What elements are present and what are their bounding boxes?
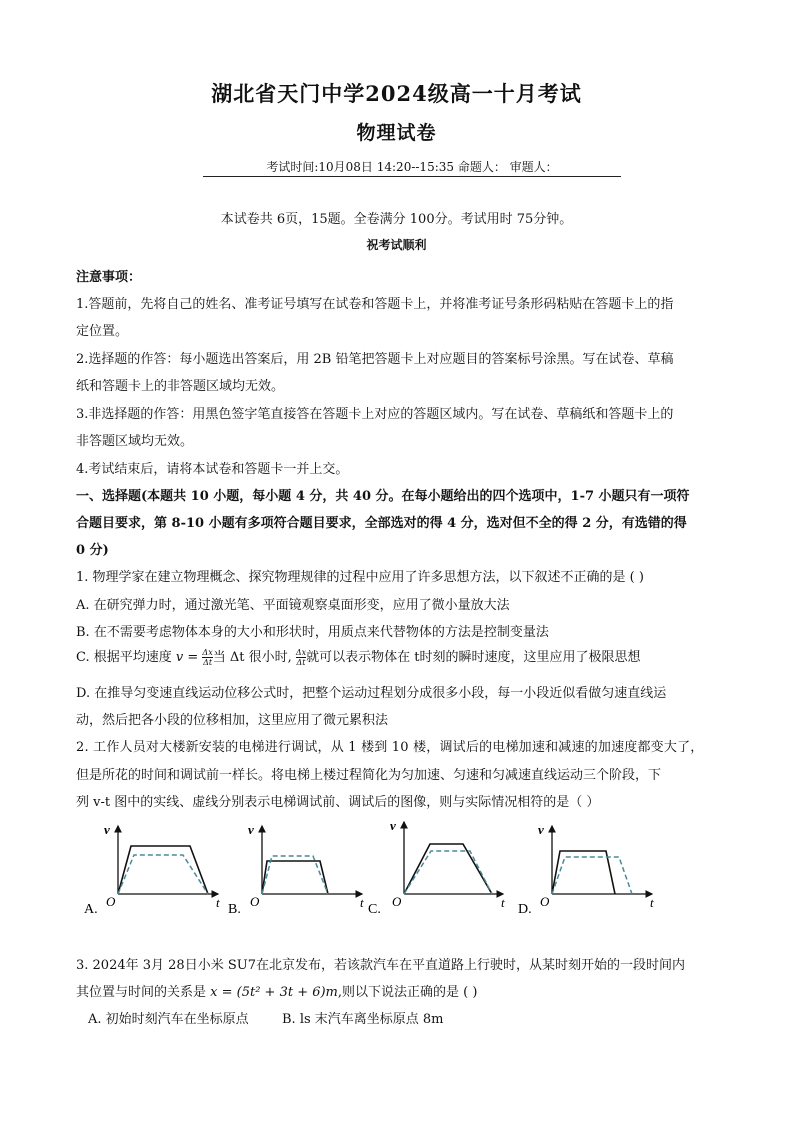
origin-label: O <box>392 894 402 909</box>
section-heading: 一、选择题(本题共 10 小题，每小题 4 分，共 40 分。在每小题给出的四个选项中，1-7 小题只有一项符 <box>76 489 690 504</box>
q3-stem-cont <box>76 981 726 1000</box>
fraction-denominator: Δt <box>203 658 213 667</box>
graph-c <box>368 818 505 917</box>
fraction <box>202 648 212 667</box>
q1-c-eq: = <box>183 650 203 665</box>
q3-formula: x = (5t² + 3t + 6)m <box>210 985 338 1000</box>
notes-heading: 注意事项： <box>76 270 142 285</box>
axis-t-label: t <box>501 895 505 910</box>
q1-c-prefix: C. 根据平均速度 <box>76 650 176 665</box>
fraction-denominator: Δt <box>296 658 306 667</box>
q1-option-a: A. 在研究弹力时，通过激光笔、平面镜观察桌面形变，应用了微小量放大法 <box>76 598 510 613</box>
q3-stem: 3. 2024年 3月 28日小米 SU7在北京发布，若该款汽车在平直道路上行驶时，从某时刻开始的一段时间内 <box>76 958 685 973</box>
axis-t-label: t <box>650 895 654 910</box>
axis-t-label: t <box>360 895 364 910</box>
q3-stem-prefix: 其位置与时间的关系是 <box>76 985 211 1000</box>
axis-t-label: t <box>216 895 220 910</box>
axis-v-label: v <box>538 822 544 837</box>
q1-option-d-cont: 动，然后把各小段的位移相加，这里应用了微元累积法 <box>76 713 389 728</box>
exam-title: 湖北省天门中学2024级高一十月考试 <box>211 81 582 106</box>
q3-option-a: A. 初始时刻汽车在坐标原点 <box>88 1012 249 1027</box>
q2-stem: 但是所花的时间和调试前一样长。将电梯上楼过程简化为匀加速、匀速和匀减速直线运动三个阶段，下 <box>76 768 662 783</box>
q1-option-d: D. 在推导匀变速直线运动位移公式时，把整个运动过程划分成很多小段，每一小段近似看做匀速直线运 <box>76 686 667 701</box>
notes-line: 非答题区域均无效。 <box>76 434 194 449</box>
option-label: C. <box>368 902 381 917</box>
q1-c-mid: 当 Δt 很小时, <box>212 650 296 665</box>
exam-wish: 祝考试顺利 <box>366 238 427 252</box>
fraction-numerator: Δx <box>202 648 213 657</box>
origin-label: O <box>540 894 550 909</box>
origin-label: O <box>250 894 260 909</box>
q2-vt-graphs <box>0 818 793 918</box>
axis-v-label: v <box>390 818 396 833</box>
notes-line: 2.选择题的作答：每小题选出答案后，用 2B 铅笔把答题卡上对应题目的答案标号涂黑。写在试卷、草稿 <box>76 352 674 367</box>
notes-line: 纸和答题卡上的非答题区域均无效。 <box>76 379 285 394</box>
q1-option-b: B. 在不需要考虑物体本身的大小和形状时，用质点来代替物体的方法是控制变量法 <box>76 625 549 640</box>
graph-a <box>84 822 220 917</box>
q2-stem: 2. 工作人员对大楼新安装的电梯进行调试，从 1 楼到 10 楼，调试后的电梯加速和减速的加速度都变大了， <box>76 740 704 755</box>
q1-option-c <box>76 646 726 667</box>
solid-line <box>118 846 208 894</box>
q1-c-suffix: 就可以表示物体在 t时刻的瞬时速度，这里应用了极限思想 <box>306 650 641 665</box>
notes-line: 3.非选择题的作答：用黑色签字笔直接答在答题卡上对应的答题区域内。写在试卷、草稿纸和答题卡上的 <box>76 407 674 422</box>
option-label: D. <box>518 902 532 917</box>
section-heading: 合题目要求，第 8-10 小题有多项符合题目要求，全部选对的得 4 分，选对但不全的得 2 分，有选错的得 <box>76 516 687 531</box>
notes-line: 4.考试结束后，请将本试卷和答题卡一并上交。 <box>76 462 349 477</box>
option-label: B. <box>228 902 241 917</box>
q3-stem-suffix: ,则以下说法正确的是 ( ) <box>337 985 478 1000</box>
origin-label: O <box>106 894 116 909</box>
notes-line: 1.答题前，先将自己的姓名、准考证号填写在试卷和答题卡上，并将准考证号条形码粘贴在答题卡上的指 <box>76 297 674 312</box>
dashed-line <box>118 855 208 894</box>
graph-d <box>518 822 654 917</box>
option-label: A. <box>84 902 98 917</box>
exam-intro: 本试卷共 6页，15题。全卷满分 100分。考试用时 75分钟。 <box>220 212 573 227</box>
notes-line: 定位置。 <box>76 324 129 339</box>
dashed-line <box>552 857 632 894</box>
q2-stem: 列 v-t 图中的实线、虚线分别表示电梯调试前、调试后的图像，则与实际情况相符的是（ ） <box>76 795 600 810</box>
q3-option-b: B. ls 末汽车离坐标原点 8m <box>282 1012 444 1027</box>
section-heading: 0 分) <box>76 543 109 558</box>
fraction-numerator: Δx <box>295 648 307 657</box>
exam-info: 考试时间:10月08日 14:20--15:35 命题人： 审题人： <box>203 158 621 177</box>
q1-c-v: v <box>175 650 184 665</box>
graph-b <box>228 822 364 917</box>
axis-v-label: v <box>248 822 254 837</box>
fraction <box>296 648 306 667</box>
solid-line <box>262 861 328 894</box>
exam-subtitle: 物理试卷 <box>356 122 437 144</box>
axis-v-label: v <box>104 822 110 837</box>
q1-stem: 1. 物理学家在建立物理概念、探究物理规律的过程中应用了许多思想方法，以下叙述不正确的是 ( ) <box>76 570 644 585</box>
